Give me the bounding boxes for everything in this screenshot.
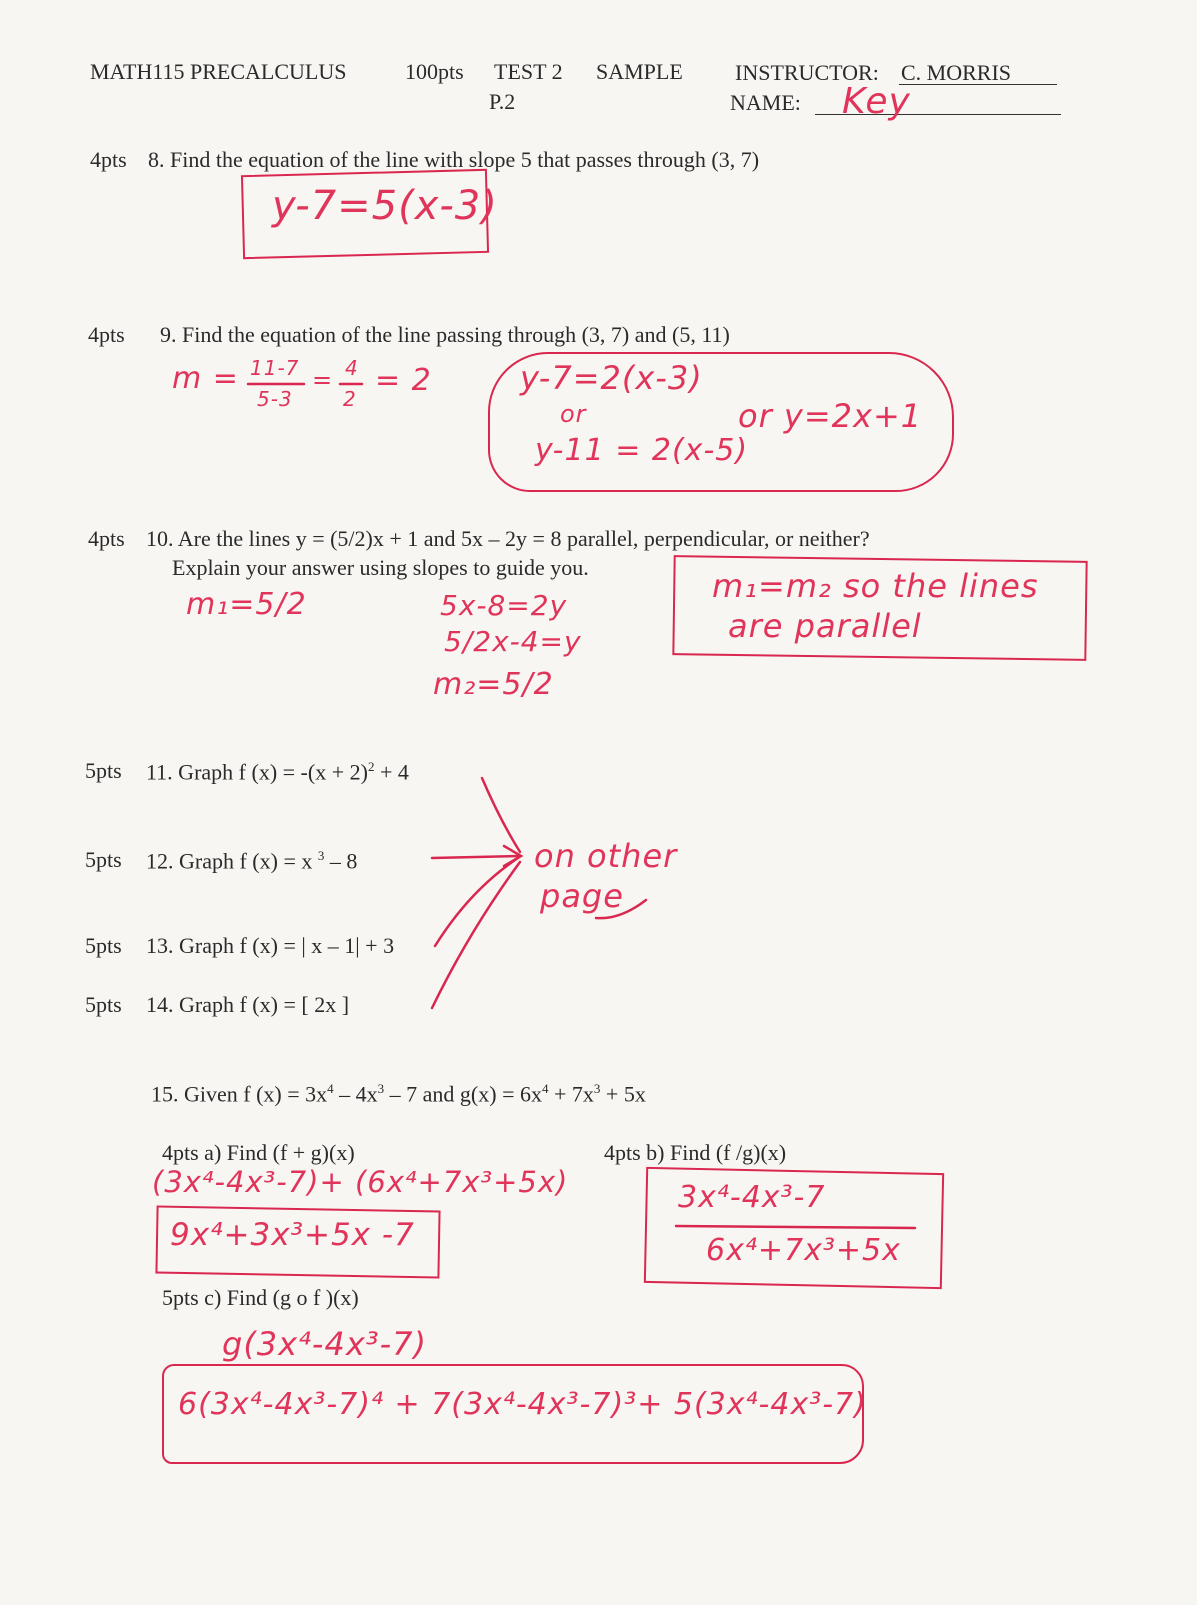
p15a-work: (3x⁴-4x³-7)+ (6x⁴+7x³+5x) xyxy=(152,1165,569,1199)
p10-question: 10. Are the lines y = (5/2)x + 1 and 5x – 2y = 8 parallel, perpendicular, or neither? xyxy=(146,526,870,551)
total-points: 100pts xyxy=(405,59,464,84)
p9-work-frac2-den: 2 xyxy=(343,387,357,411)
p9-points: 4pts xyxy=(88,322,125,347)
p15b-label: 4pts b) Find (f /g)(x) xyxy=(604,1140,787,1165)
p13-question: 13. Graph f (x) = | x – 1| + 3 xyxy=(146,933,395,958)
p15-text-b: – 4x xyxy=(333,1081,378,1107)
p9-work-m: m = xyxy=(172,361,239,396)
test-label: TEST 2 xyxy=(494,59,563,84)
p15-question xyxy=(151,1082,646,1105)
p8-points: 4pts xyxy=(90,147,127,172)
p15-text-e: + 5x xyxy=(600,1081,646,1107)
p8-question: 8. Find the equation of the line with slope 5 that passes through (3, 7) xyxy=(148,147,760,172)
p10-answer-line1: m₁=m₂ so the lines xyxy=(712,567,1039,605)
p9-work-frac1-den: 5-3 xyxy=(257,387,293,411)
instructor-underline xyxy=(899,84,1057,85)
arrow-from-p12 xyxy=(432,856,520,858)
p11-question xyxy=(146,760,409,783)
instructor-name: C. MORRIS xyxy=(901,60,1012,85)
p9-work-frac2-num: 4 xyxy=(345,356,359,380)
p15c-answer: 6(3x⁴-4x³-7)⁴ + 7(3x⁴-4x³-7)³+ 5(3x⁴-4x³-7) xyxy=(178,1387,867,1422)
p12-points: 5pts xyxy=(85,847,122,872)
p12-question xyxy=(146,849,357,872)
p13-points: 5pts xyxy=(85,933,122,958)
arrow-from-p11 xyxy=(482,778,520,852)
p10-work-m1: m₁=5/2 xyxy=(186,587,307,622)
p15c-label: 5pts c) Find (g o f )(x) xyxy=(162,1285,359,1310)
p15-text-d: + 7x xyxy=(548,1081,594,1107)
p10-work-line2: 5/2x-4=y xyxy=(444,625,582,658)
p9-work-result: = 2 xyxy=(375,363,432,398)
p9-work-frac1-num: 11-7 xyxy=(250,356,300,380)
p15b-numerator: 3x⁴-4x³-7 xyxy=(678,1180,826,1215)
p11-points: 5pts xyxy=(85,758,122,783)
sample-label: SAMPLE xyxy=(596,59,683,84)
arrow-head xyxy=(504,846,521,866)
p15a-label: 4pts a) Find (f + g)(x) xyxy=(162,1140,355,1165)
p9-work-eq: = xyxy=(312,366,334,394)
p9-answer-line1: y-7=2(x-3) xyxy=(520,359,703,397)
p12-text: 12. Graph f (x) = x xyxy=(146,848,318,874)
p15-sup-a: 4 xyxy=(327,1081,334,1096)
p9-answer-or1: or xyxy=(560,400,587,428)
p10-question-line2: Explain your answer using slopes to guide you. xyxy=(172,555,589,580)
p15-sup-c: 4 xyxy=(541,1081,549,1096)
p9-answer-line2: y-11 = 2(x-5) xyxy=(535,433,749,468)
p15c-work: g(3x⁴-4x³-7) xyxy=(222,1325,427,1363)
p12-sup: 3 xyxy=(317,848,325,863)
p11-text: 11. Graph f (x) = -(x + 2) xyxy=(146,759,368,785)
p15-text-c: – 7 and g(x) = 6x xyxy=(384,1081,542,1107)
p9-answer-or2: or y=2x+1 xyxy=(738,397,923,435)
p15-text-a: 15. Given f (x) = 3x xyxy=(151,1081,328,1107)
p15b-denominator: 6x⁴+7x³+5x xyxy=(706,1233,901,1268)
name-label: NAME: xyxy=(730,90,801,115)
p14-points: 5pts xyxy=(85,992,122,1017)
p10-work-m2: m₂=5/2 xyxy=(433,667,554,702)
p15-sup-b: 3 xyxy=(377,1081,385,1096)
p9-question: 9. Find the equation of the line passing through (3, 7) and (5, 11) xyxy=(160,322,730,347)
page-label: P.2 xyxy=(489,89,516,114)
p15-sup-d: 3 xyxy=(593,1081,601,1096)
arrow-from-p14 xyxy=(432,862,520,1008)
graph-note-line2: page xyxy=(540,877,624,915)
course-title: MATH115 PRECALCULUS xyxy=(90,59,347,84)
graph-note-line1: on other xyxy=(534,837,678,875)
p12-tail: – 8 xyxy=(324,848,358,874)
instructor-label: INSTRUCTOR: xyxy=(735,60,879,85)
p8-answer: y-7=5(x-3) xyxy=(272,183,498,229)
p15a-answer: 9x⁴+3x³+5x -7 xyxy=(170,1217,415,1253)
p10-work-line1: 5x-8=2y xyxy=(440,589,568,622)
p14-question: 14. Graph f (x) = [ 2x ] xyxy=(146,992,350,1017)
p10-points: 4pts xyxy=(88,526,125,551)
p10-answer-line2: are parallel xyxy=(728,607,922,645)
p11-tail: + 4 xyxy=(374,759,409,785)
p11-sup: 2 xyxy=(367,759,375,774)
arrow-from-p13 xyxy=(435,858,518,946)
name-value: Key xyxy=(842,81,911,122)
